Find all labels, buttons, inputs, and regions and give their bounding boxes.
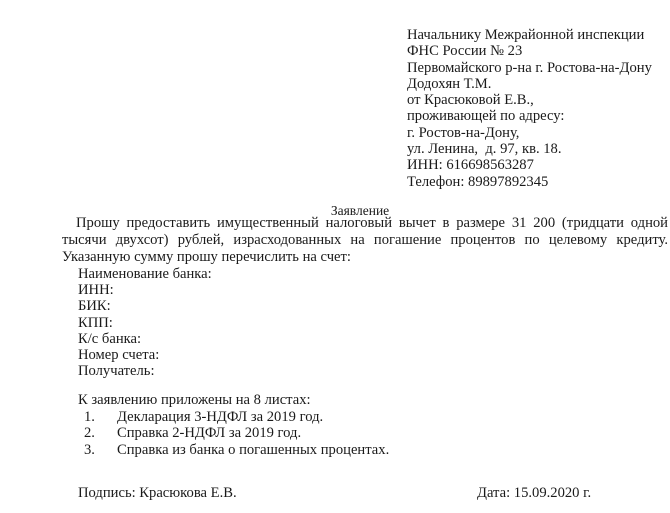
bank-field-account-number: Номер счета: [78, 347, 160, 364]
attachments-heading: К заявлению приложены на 8 листах: [78, 392, 311, 408]
bank-field-kpp: КПП: [78, 314, 113, 331]
bank-field-corr-account: К/с банка: [78, 330, 142, 347]
date-line: Дата: 15.09.2020 г. [477, 485, 592, 501]
addressee-line: ИНН: 616698563287 [407, 157, 534, 174]
attachment-text: Справка 2-НДФЛ за 2019 год. [117, 425, 302, 441]
addressee-line: г. Ростов-на-Дону, [407, 124, 520, 141]
addressee-line: Начальнику Межрайонной инспекции [407, 27, 645, 43]
attachment-text: Справка из банка о погашенных процентах. [117, 441, 390, 458]
bank-details-list [78, 266, 212, 379]
addressee-line: Первомайского р-на г. Ростова-на-Дону [407, 59, 652, 76]
bank-field-name: Наименование банка: [78, 266, 212, 282]
bank-field-inn: ИНН: [78, 282, 114, 299]
addressee-block [407, 27, 652, 190]
attachments-section [78, 392, 389, 458]
attachment-number: 3. [84, 441, 95, 458]
addressee-line: от Красюковой Е.В., [407, 92, 534, 109]
attachment-text: Декларация 3-НДФЛ за 2019 год. [117, 408, 324, 425]
attachment-number: 1. [84, 408, 95, 425]
signature-line: Подпись: Красюкова Е.В. [78, 485, 237, 501]
addressee-line: Телефон: 89897892345 [407, 173, 549, 190]
bank-field-bik: БИК: [78, 298, 111, 315]
document-body-text: Прошу предоставить имущественный налоговый вычет в размере 31 200 (тридцати одной тысячи двухсот) рублей, израсходованных на погашение процентов по целевому кредиту. Указанную сумму прошу перечислить на счет: [62, 215, 668, 265]
attachment-item [78, 409, 389, 426]
addressee-line: проживающей по адресу: [407, 108, 565, 125]
attachment-item [78, 425, 389, 442]
attachment-item [78, 442, 389, 459]
attachment-number: 2. [84, 425, 95, 441]
addressee-line: ФНС России № 23 [407, 43, 523, 60]
addressee-line: ул. Ленина, д. 97, кв. 18. [407, 141, 562, 158]
addressee-line: Додохян Т.М. [407, 75, 492, 92]
bank-field-recipient: Получатель: [78, 363, 155, 380]
document-body [62, 215, 668, 266]
document-title: Заявление [330, 203, 390, 218]
